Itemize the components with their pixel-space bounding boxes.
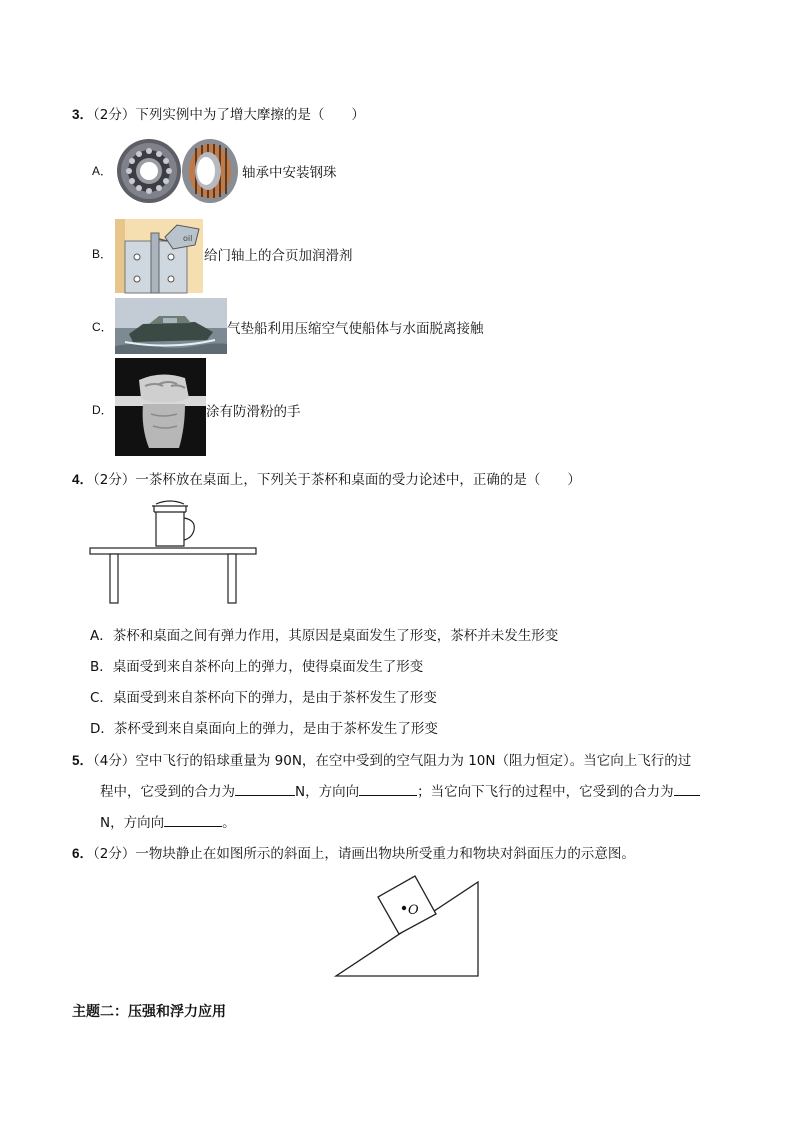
question-6-number: 6．	[72, 846, 94, 861]
question-5-line-1	[72, 749, 691, 769]
q5-line3-a: N，方向向	[100, 815, 165, 831]
question-4-number: 4．	[72, 472, 94, 487]
point-o-label: O	[408, 903, 419, 918]
q4-option-d-label: D．	[90, 721, 114, 737]
q4-option-a	[90, 624, 558, 644]
question-6-text: （2分）一物块静止在如图所示的斜面上，请画出物块所受重力和物块对斜面压力的示意图。	[93, 846, 635, 862]
hand-gripping-bar-image	[115, 358, 206, 456]
section-title: 主题二：压强和浮力应用	[72, 1004, 226, 1020]
q4-option-b	[90, 655, 423, 675]
question-3-text: （2分）下列实例中为了增大摩擦的是（ ）	[93, 107, 365, 123]
q4-option-b-text: 桌面受到来自茶杯向上的弹力，使得桌面发生了形变	[112, 659, 424, 675]
q4-option-a-text: 茶杯和桌面之间有弹力作用，其原因是桌面发生了形变，茶杯并未发生形变	[112, 628, 559, 644]
q5-blank-4[interactable]	[164, 813, 222, 827]
q4-option-a-label: A．	[90, 628, 113, 644]
question-6-stem	[72, 842, 635, 862]
q5-blank-2[interactable]	[359, 782, 417, 796]
question-4-stem	[72, 468, 581, 488]
q4-option-d	[90, 717, 438, 737]
question-3-number: 3．	[72, 107, 94, 122]
q3-option-a-label: A．	[92, 164, 113, 178]
question-5-text-line-1: （4分）空中飞行的铅球重量为 90N，在空中受到的空气阻力为 10N（阻力恒定）。当它向上飞行的过	[93, 753, 692, 769]
cup-on-table-diagram	[88, 498, 260, 606]
door-hinge-image	[115, 219, 203, 293]
question-3-stem	[72, 103, 365, 123]
question-5-line-3	[100, 811, 236, 831]
q5-line2-a: 程中，它受到的合力为	[100, 784, 235, 800]
q4-option-c-label: C．	[90, 690, 113, 706]
q5-line2-b: N，方向向	[295, 784, 360, 800]
question-4-text: （2分）一茶杯放在桌面上，下列关于茶杯和桌面的受力论述中，正确的是（ ）	[93, 472, 581, 488]
q4-option-b-label: B．	[90, 659, 113, 675]
incline-block-diagram	[330, 872, 484, 982]
q3-option-a-text: 轴承中安装钢珠	[242, 165, 337, 181]
q3-option-d-text: 涂有防滑粉的手	[206, 404, 301, 420]
q3-option-c-label: C．	[92, 320, 113, 334]
hovercraft-image	[115, 298, 227, 354]
q3-option-d-label: D．	[92, 403, 113, 417]
q3-option-c-text: 气垫船利用压缩空气使船体与水面脱离接触	[227, 321, 484, 337]
q3-option-b-text: 给门轴上的合页加润滑剂	[204, 248, 353, 264]
svg-text:oil: oil	[183, 234, 193, 243]
q4-option-c-text: 桌面受到来自茶杯向下的弹力，是由于茶杯发生了形变	[112, 690, 437, 706]
q5-line2-c: ；当它向下飞行的过程中，它受到的合力为	[417, 784, 674, 800]
q5-blank-3[interactable]	[674, 782, 700, 796]
q5-blank-1[interactable]	[235, 782, 295, 796]
q5-line3-b: 。	[222, 815, 236, 831]
q3-option-b-label: B．	[92, 247, 113, 261]
q4-option-c	[90, 686, 437, 706]
q4-option-d-text: 茶杯受到来自桌面向上的弹力，是由于茶杯发生了形变	[113, 721, 438, 737]
question-5-line-2	[100, 780, 700, 800]
question-5-number: 5．	[72, 753, 94, 768]
bearing-image	[116, 138, 240, 204]
